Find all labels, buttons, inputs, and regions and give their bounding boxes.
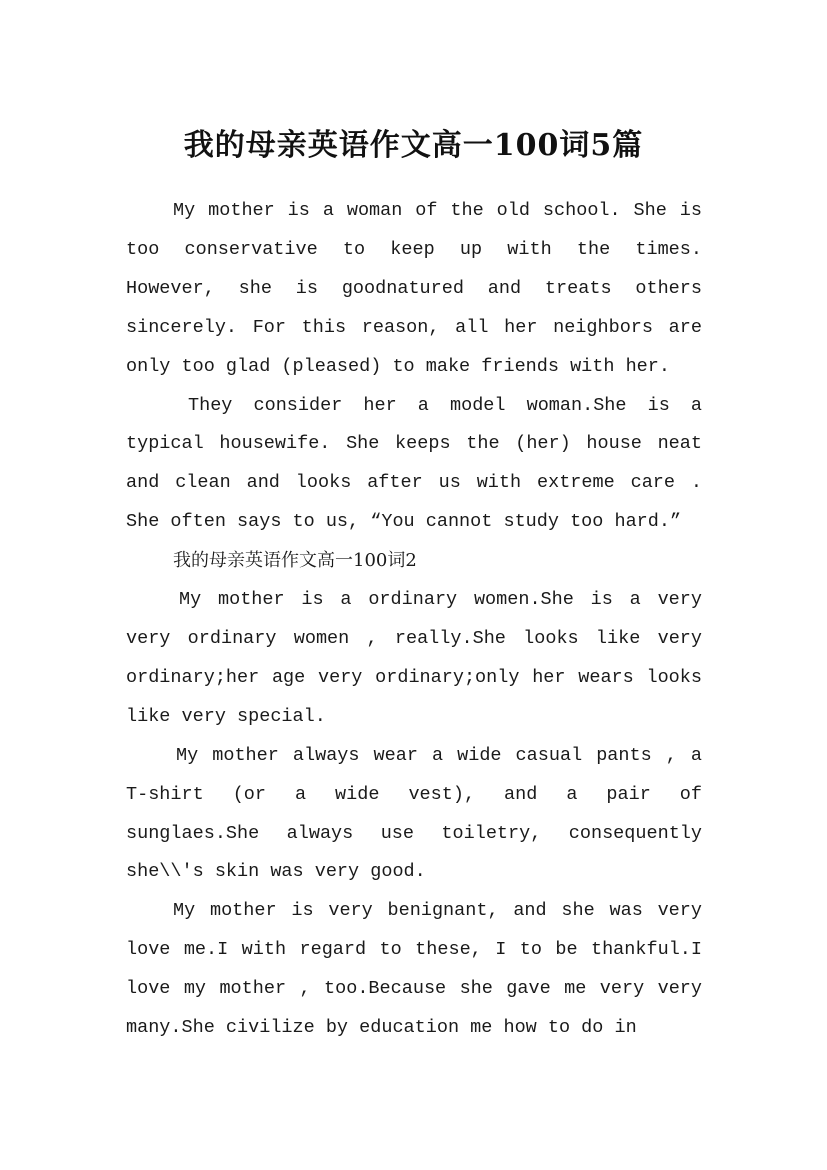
paragraph-1: My mother is a woman of the old school. She is too conservative to keep up with the times. However, she is goodnatured and treats others sincerely. For this reason, all her neighbors are only too glad (pleased) to make friends with her. [126, 200, 702, 377]
paragraph-2: They consider her a model woman.She is a typical housewife. She keeps the (her) house neat and clean and looks after us with extreme care . She often says to us, “You cannot study too hard.” [126, 394, 702, 533]
section-heading: 我的母亲英语作文高一100词2 [173, 550, 417, 572]
document-title: 我的母亲英语作文高一100词5篇 [183, 128, 644, 164]
paragraph-4: My mother always wear a wide casual pants , a T-shirt (or a wide vest), and a pair of sunglaes.She always use toiletry, consequently she\\'s skin was very good. [126, 744, 702, 883]
paragraph-5: My mother is very benignant, and she was very love me.I with regard to these, I to be thankful.I love my mother , too.Because she gave me very very many.She civilize by education me how to do in [126, 900, 702, 1039]
document-body [126, 192, 702, 1048]
paragraph-3: My mother is a ordinary women.She is a very very ordinary women , really.She looks like very ordinary;her age very ordinary;only her wears looks like very special. [126, 589, 702, 727]
